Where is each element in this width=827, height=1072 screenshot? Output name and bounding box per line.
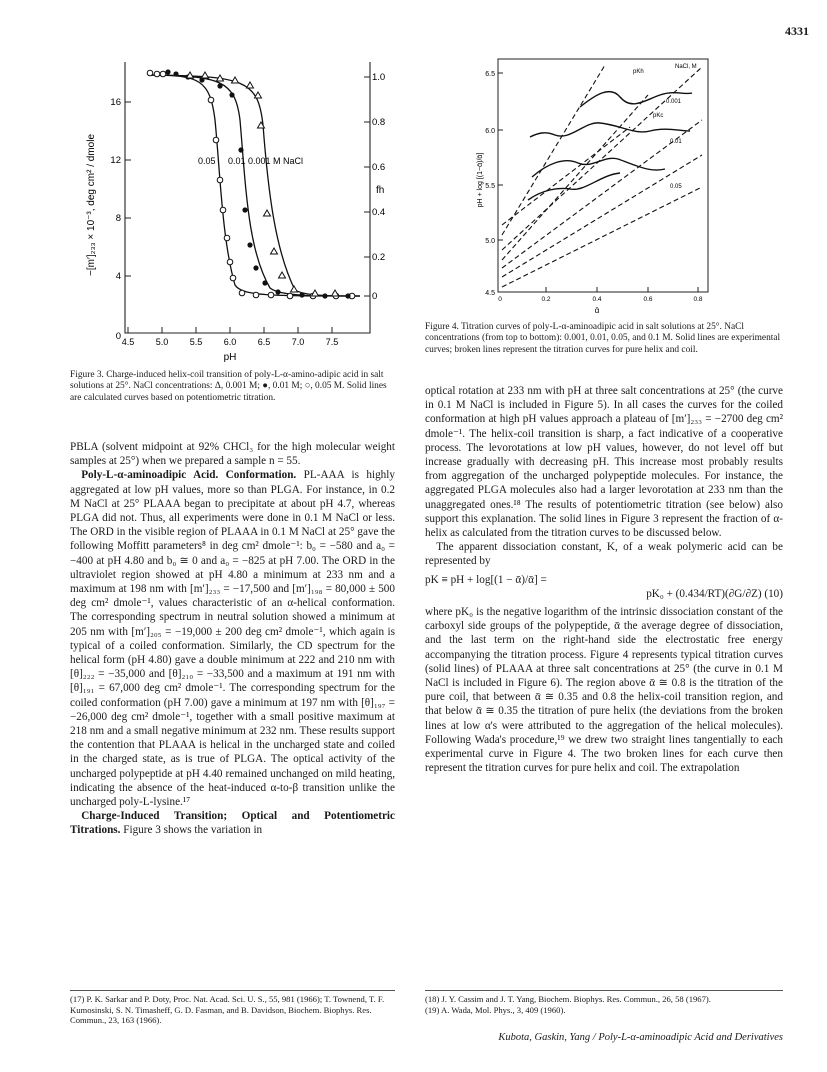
fig4-annotation: pKh [633,69,644,75]
fig4-dash [502,155,702,277]
fig3-ytick: 12 [110,155,121,166]
fig4-xtick: 0.6 [643,296,653,303]
fig3-curve-005 [150,75,360,296]
fig4-ytick: 6.5 [485,71,495,78]
section-heading: Charge-Induced Transition; Optical and Potentiometric Titrations. [70,810,395,837]
fig4-frame [498,59,708,292]
fig4-xtick: 0 [498,296,502,303]
footnotes-left [70,994,395,1026]
fig3-fhtick: 0.6 [372,162,386,173]
section-heading: Poly-L-α-aminoadipic Acid. Conformation. [81,469,297,482]
figure-3-caption: Figure 3. Charge-induced helix-coil transition of poly-L-α-amino-adipic acid in salt solutions at 25°. NaCl concentrations: Δ, 0.001 M; ●, 0.01 M; ○, 0.05 M. Solid lines are calculated curves based on potentiometric titration. [70,370,387,403]
fig3-ytick: 16 [110,97,121,108]
fig4-dash [502,67,702,250]
fig4-curve-005 [532,158,665,177]
left-column [70,440,395,838]
fig4-annotation: NaCl, M [675,64,697,70]
fig4-ytick: 5.5 [485,183,495,190]
right-column [425,384,783,775]
fig3-fh-label: fh [376,185,385,196]
paragraph: PBLA (solvent midpoint at 92% CHCl₃ for the high molecular weight samples at 25°) when we prepared a sample n = 55. [70,441,395,468]
footnote: (18) J. Y. Cassim and J. T. Yang, Biochem. Biophys. Res. Commun., 26, 58 (1967). [425,994,711,1004]
fig3-ytick: 4 [115,271,121,282]
equation-line-1: pK ≡ pH + log[(1 − ᾱ)/ᾱ] = [425,573,547,586]
fig3-fhtick: 0 [372,291,378,302]
fig4-ytick: 5.0 [485,238,495,245]
fig3-xtick: 5.5 [189,337,203,347]
fig3-curve-label: 0.01 [228,156,246,166]
figure-4 [470,55,720,320]
fig3-curve-label: 0.001 M NaCl [248,156,304,166]
fig3-xtick: 6.0 [223,337,237,347]
fig3-xtick: 5.0 [155,337,169,347]
fig3-x-label: pH [223,352,237,363]
fig4-annotation: pKc [653,113,664,119]
fig3-fhtick: 1.0 [372,72,386,83]
fig4-dash [502,127,630,225]
paragraph: The apparent dissociation constant, K, of a weak polymeric acid can be represented by [425,541,783,568]
running-footer: Kubota, Gaskin, Yang / Poly-L-α-aminoadipic Acid and Derivatives [498,1032,783,1043]
fig4-curve-01 [528,173,620,200]
fig3-ytick: 8 [115,213,121,224]
fig4-x-label: ᾱ [594,306,600,315]
footnotes-right [425,994,783,1015]
fig3-fhtick: 0.8 [372,117,386,128]
paragraph: PL-AAA is highly aggregated at low pH values, more so than PLGA. For instance, in 0.2 M NaCl at 25° PLAAA began to precipitate at about pH 4.7, whereas PLGA did not. Thus, all experiments were done in 0.1 M NaCl or less. The ORD in the visible region of PLAAA in 0.1 M NaCl at 25° gave the following Moffitt parameters⁸ in deg cm² dmole⁻¹: b₀ = −580 and a₀ = −400 at pH 4.80 and b₀ ≅ 0 and a₀ = −825 at pH 7.00. The ORD in the ultraviolet region showed at pH 4.80 a minimum at 233 nm and a maximum at 198 nm with [m′]₂₃₃ = −17,500 and [m′]₁₉₈ = 80,000 ± 500 deg cm² dmole⁻¹, values characteristic of an α-helical conformation. The corresponding spectrum in neutral solution showed a minimum at 205 nm with [m′]₂₀₅ = −19,000 ± 200 deg cm² dmole⁻¹, which again is typical of a coiled conformation. Similarly, the CD spectrum for the helical form (pH 4.80) gave a double minimum at 222 and 210 nm with [θ]₂₂₂ = −35,000 and [θ]₂₁₀ = −33,500 and a maximum at 191 nm with [θ]₁₉₁ = 67,000 deg cm² dmole⁻¹. The corresponding spectrum for the coiled conformation (pH 7.00) gave a minimum at 197 nm with [θ]₁₉₇ = −26,000 deg cm² dmole⁻¹, together with a small positive maximum at 218 nm and a small negative minimum at 232 nm. These results support the contention that PLAAA is helical in the uncharged state and coiled in the charged state, as is true of PLGA. The optical activity of the uncharged polypeptide at pH 4.40 remained unchanged on mild heating, indicating the absence of the heat-induced α-to-β transition unlike the uncharged poly-L-lysine.¹⁷ [70,469,395,809]
fig4-annotation: 0.001 [666,99,682,105]
fig4-y-label: pH + log [(1−ᾱ)/ᾱ] [477,152,484,208]
fig3-fhtick: 0.2 [372,252,386,263]
footnote: (17) P. K. Sarkar and P. Doty, Proc. Nat. Acad. Sci. U. S., 55, 981 (1966); T. Townend, T. F. Kumosinski, S. N. Timasheff, G. D. Fasman, and B. Davidson, Biochem. Biophys. Res. Commun., 23, 163 (1966). [70,994,385,1026]
fig3-curve-001 [150,75,360,296]
fig4-annotation: 0.01 [670,139,682,145]
footnote: (19) A. Wada, Mol. Phys., 3, 409 (1960). [425,1004,566,1015]
footnote-rule-left [70,990,395,991]
fig3-xtick: 7.0 [291,337,305,347]
paragraph: where pK₀ is the negative logarithm of the intrinsic dissociation constant of the carboxyl side groups of the polypeptide, ᾱ the average degree of dissociation, and the last term on the right-hand side the electrostatic free energy accompanying the titration process. Figure 4 represents typical titration curves (solid lines) of PLAAA at three salt concentrations at 25° (the curve in 0.1 M NaCl is included in Figure 6). The region above ᾱ ≅ 0.8 is the titration of the pure coil, that between ᾱ ≅ 0.35 and 0.8 the helix-coil transition region, and that below ᾱ ≅ 0.35 the titration of pure helix (the deviations from the broken lines at low α's were attributed to the aggregation of the helical molecules). Following Wada's procedure,¹⁹ we drew two straight lines tangentially to each experimental curve in Figure 4. The two broken lines for each curve then represent the titration curves for pure helix and coil. The extrapolation [425,606,783,775]
fig4-dash [502,65,605,235]
footnote-rule-right [425,990,783,991]
paragraph: Figure 3 shows the variation in [123,824,263,837]
fig3-fhtick: 0.4 [372,207,386,218]
fig4-xtick: 0.8 [693,296,703,303]
fig4-dash [502,95,648,260]
fig4-curve-001 [530,123,690,137]
fig3-xtick: 7.5 [325,337,339,347]
fig4-ytick: 4.5 [485,290,495,297]
page-number: 4331 [785,24,809,38]
fig3-ytick: 0 [115,331,121,342]
fig4-xtick: 0.2 [541,296,551,303]
paragraph: optical rotation at 233 nm with pH at three salt concentrations at 25° (the curve in 0.1 M NaCl is included in Figure 5). In all cases the curves for the coiled conformation at high pH values approach a plateau of [m′]₂₃₃ = −2700 deg cm² dmole⁻¹. The helix-coil transition is sharp, a fact indicative of a cooperative process. The levorotations at low pH values, however, do not level off but increase gradually with decreasing pH. This increase most probably results from aggregation of the uncharged polypeptide molecules. For instance, the aggregated PLGA molecules also had a larger levorotation at 233 nm than the unaggregated ones.¹⁸ The results of potentiometric titration (see below) also support this explanation. The solid lines in Figure 3 represent the fraction of α-helix as calculated from the titration curves to be discussed below. [425,385,783,540]
fig3-curve-label: 0.05 [198,156,216,166]
fig3-xtick: 4.5 [121,337,135,347]
fig3-curve-0001 [150,75,360,296]
fig4-ytick: 6.0 [485,128,495,135]
figure-4-caption: Figure 4. Titration curves of poly-L-α-aminoadipic acid in salt solutions at 25°. NaCl concentrations (from top to bottom): 0.001, 0.01, 0.05, and 0.1 M. Solid lines are experimental curves; broken lines represent the titration curves for pure helix and coil. [425,322,781,355]
figure-3 [70,50,410,370]
fig3-y-label: −[m′]₂₃₃ × 10⁻³, deg cm² / dmole [86,133,97,277]
equation-line-2: pK₀ + (0.434/RT)(∂G/∂Z) (10) [646,587,783,600]
fig4-annotation: 0.05 [670,184,682,190]
fig3-xtick: 6.5 [257,337,271,347]
fig4-dash [502,187,702,287]
fig4-xtick: 0.4 [592,296,602,303]
